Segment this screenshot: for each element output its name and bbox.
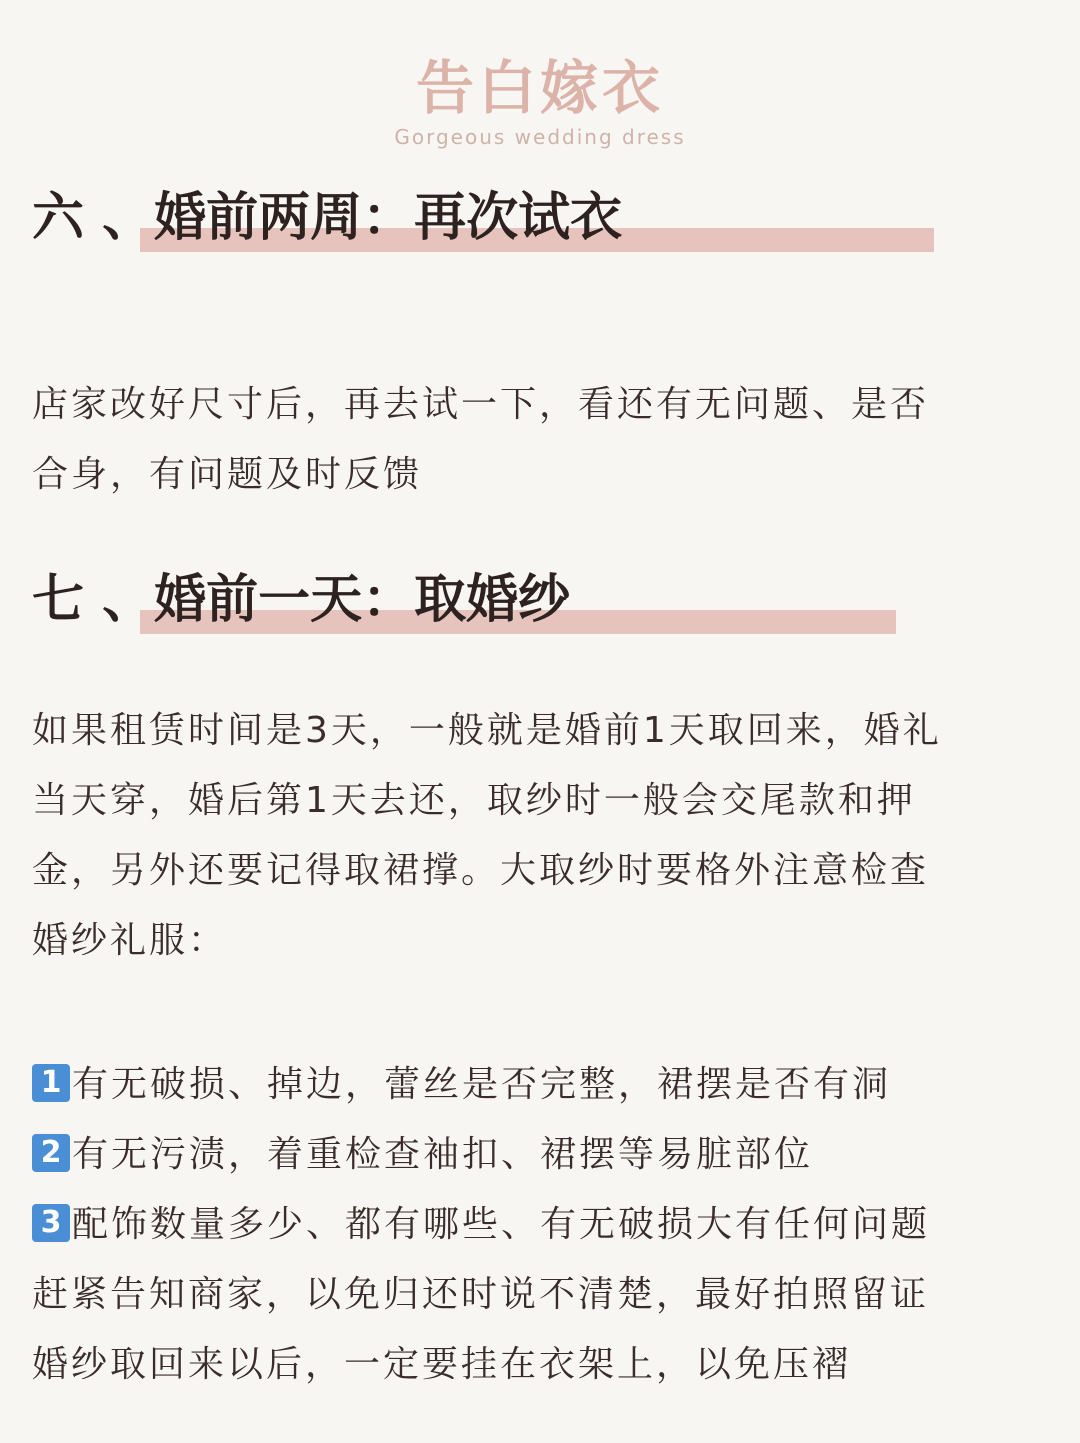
checklist-item xyxy=(32,1050,1048,1120)
section6-heading-text: 六 、婚前两周：再次试衣 xyxy=(32,188,623,248)
section7-line: 如果租赁时间是3天，一般就是婚前1天取回来，婚礼 xyxy=(32,710,942,751)
number-3-badge-icon: 3 xyxy=(32,1204,70,1242)
section6-line: 店家改好尺寸后，再去试一下，看还有无问题、是否 xyxy=(32,384,930,425)
brand-subtitle: Gorgeous wedding dress xyxy=(394,125,686,149)
section6-paragraph xyxy=(32,370,1048,510)
checklist-continuation-line: 赶紧告知商家，以免归还时说不清楚，最好拍照留证 xyxy=(32,1274,930,1315)
section7-line: 婚纱礼服： xyxy=(32,920,228,961)
checklist-item xyxy=(32,1190,1048,1260)
section7-heading-text: 七 、婚前一天：取婚纱 xyxy=(32,570,571,630)
section7-paragraph xyxy=(32,696,1048,976)
checklist-item-text: 配饰数量多少、都有哪些、有无破损大有任何问题 xyxy=(72,1204,931,1245)
section6-line: 合身，有问题及时反馈 xyxy=(32,454,423,495)
number-1-badge-icon: 1 xyxy=(32,1064,70,1102)
inspection-checklist xyxy=(32,1050,1048,1400)
section6-heading xyxy=(32,188,936,258)
brand-logo xyxy=(0,52,1080,150)
section7-heading xyxy=(32,570,898,640)
checklist-item-text: 有无破损、掉边，蕾丝是否完整，裙摆是否有洞 xyxy=(72,1064,892,1105)
section7-line: 当天穿，婚后第1天去还，取纱时一般会交尾款和押 xyxy=(32,780,916,821)
checklist-continuation-line: 婚纱取回来以后，一定要挂在衣架上，以免压褶 xyxy=(32,1344,852,1385)
brand-title: 告白嫁衣 xyxy=(415,54,664,122)
checklist-item xyxy=(32,1120,1048,1190)
number-2-badge-icon: 2 xyxy=(32,1134,70,1172)
checklist-item-text: 有无污渍，着重检查袖扣、裙摆等易脏部位 xyxy=(72,1134,814,1175)
section7-line: 金，另外还要记得取裙撑。大取纱时要格外注意检查 xyxy=(32,850,930,891)
